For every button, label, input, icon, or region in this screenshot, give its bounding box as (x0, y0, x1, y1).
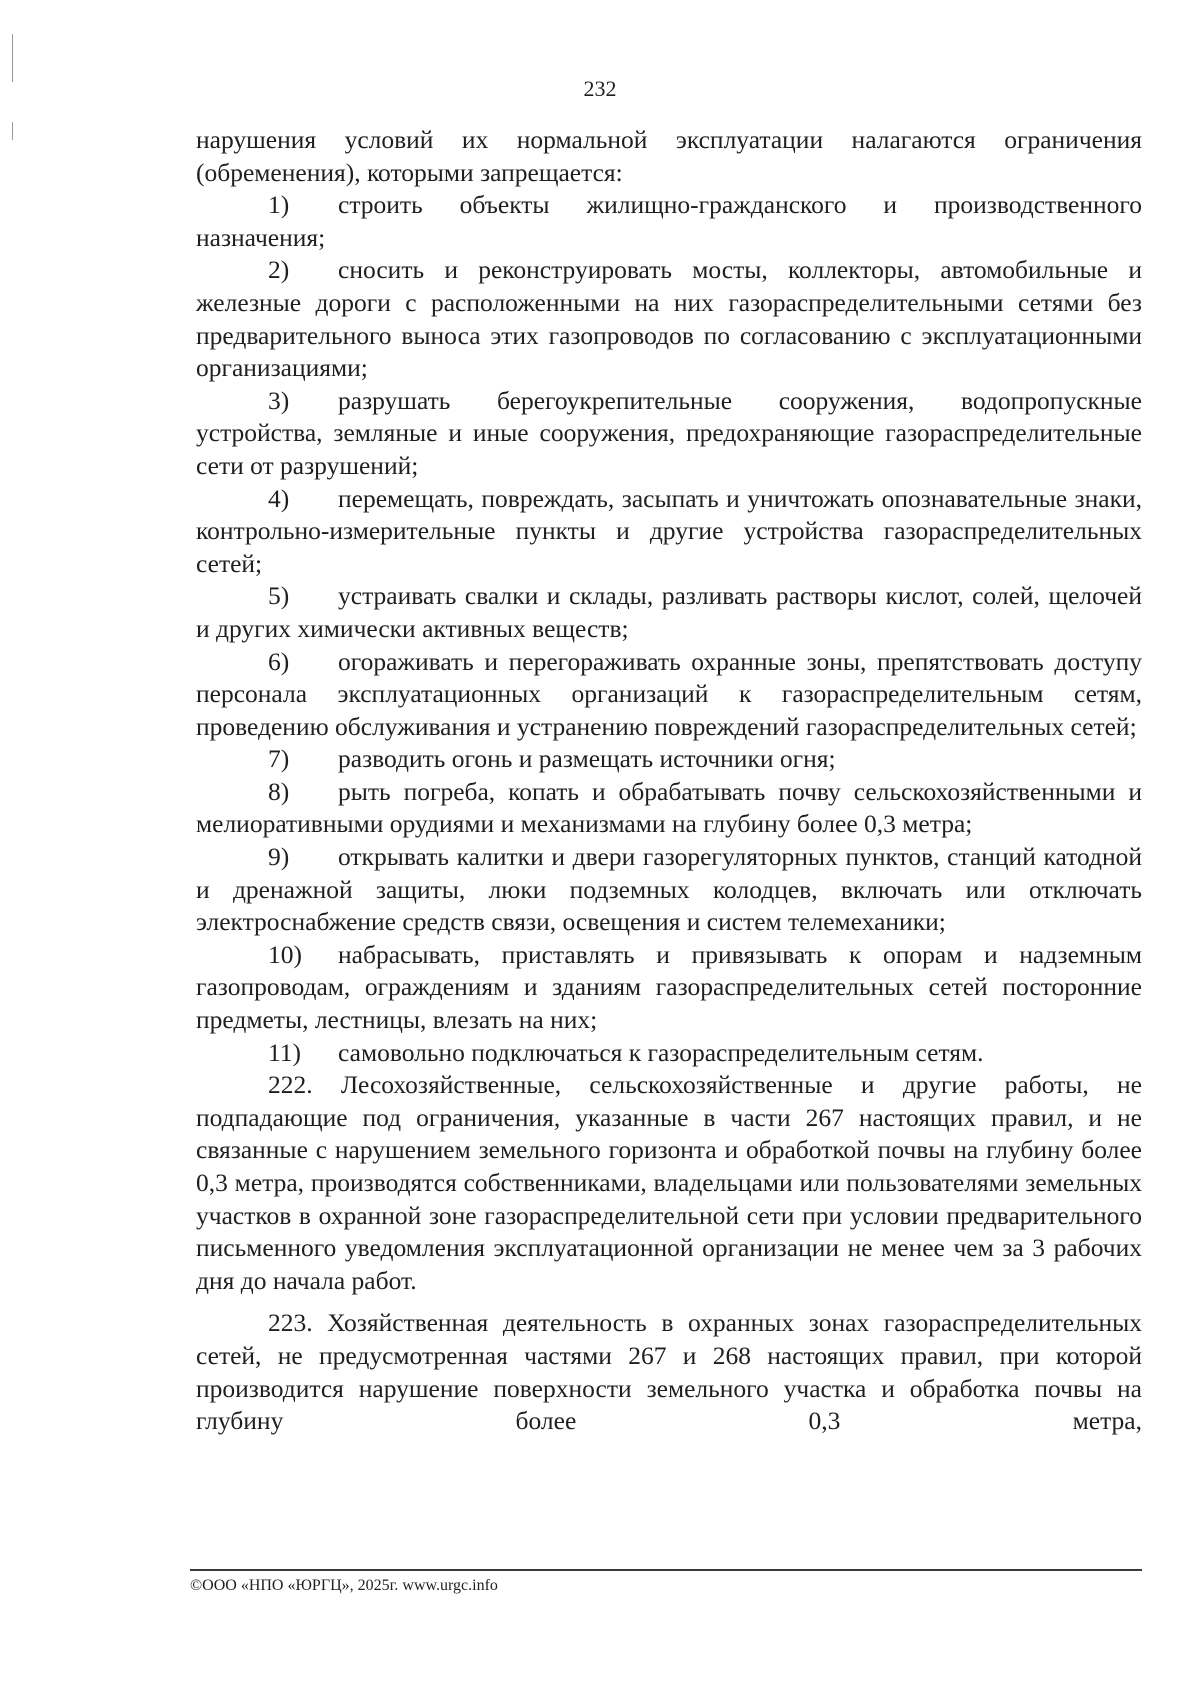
list-item-number: 11) (268, 1037, 302, 1067)
list-item-text: строить объекты жилищно-гражданского и производственного назначения; (196, 190, 1142, 252)
list-item-text: перемещать, повреждать, засыпать и уничтожать опознавательные знаки, контрольно-измерительные пункты и другие устройства газораспределительных сетей; (196, 483, 1142, 578)
list-item (196, 385, 1142, 483)
list-item (196, 776, 1142, 841)
list-item (196, 580, 1142, 645)
list-item-number: 8) (268, 776, 290, 806)
clause-223: 223. Хозяйственная деятельность в охранных зонах газораспределительных сетей, не предусмотренная частями 267 и 268 настоящих правил, при которой производится нарушение поверхности земельного участка и обработка почвы на глубину более 0,3 метра, (196, 1308, 1142, 1436)
list-item-number: 2) (268, 255, 290, 285)
list-item-text: набрасывать, приставлять и привязывать к опорам и надземным газопроводам, ограждениям и зданиям газораспределительных сетей посторонние предметы, лестницы, влезать на них; (196, 939, 1142, 1035)
list-item-number: 6) (268, 646, 290, 676)
scan-edge-mark (12, 34, 13, 82)
scan-edge-mark (12, 122, 13, 140)
list-item-number: 5) (268, 581, 290, 611)
footer-copyright: ©ООО «НПО «ЮРГЦ», 2025г. www.urgc.info (190, 1577, 498, 1594)
list-item-number: 10) (268, 939, 302, 969)
intro-line: нарушения условий их нормальной эксплуатации налагаются ограничения (196, 125, 1142, 154)
list-item-text: огораживать и перегораживать охранные зоны, препятствовать доступу персонала эксплуатационных организаций к газораспределительным сетям, проведению обслуживания и устранению повреждений газораспределительных сетей; (196, 646, 1142, 741)
list-item (196, 254, 1142, 384)
list-item-number: 9) (268, 842, 290, 872)
list-item (196, 1037, 1142, 1070)
list-item (196, 189, 1142, 254)
list-item-text: самовольно подключаться к газораспределительным сетям. (338, 1037, 984, 1067)
list-item-text: разводить огонь и размещать источники огня; (338, 744, 836, 774)
list-item (196, 743, 1142, 776)
list-item-text: сносить и реконструировать мосты, коллекторы, автомобильные и железные дороги с расположенными на них газораспределительными сетями без предварительного выноса этих газопроводов по согласованию с эксплуатационными организациями; (196, 255, 1142, 383)
list-item-number: 7) (268, 744, 290, 774)
intro-line: (обременения), которыми запрещается: (196, 157, 623, 187)
list-item (196, 483, 1142, 581)
list-item (196, 646, 1142, 744)
list-item-text: устраивать свалки и склады, разливать растворы кислот, солей, щелочей и других химически активных веществ; (196, 581, 1142, 643)
list-item-text: открывать калитки и двери газорегуляторных пунктов, станций катодной и дренажной защиты, люки подземных колодцев, включать или отключать электроснабжение средств связи, освещения и систем телемеханики; (196, 842, 1142, 937)
list-item-number: 3) (268, 385, 290, 415)
list-item-text: рыть погреба, копать и обрабатывать почву сельскохозяйственными и мелиоративными орудиями и механизмами на глубину более 0,3 метра; (196, 776, 1142, 839)
list-item-number: 4) (268, 483, 290, 513)
footer-divider (190, 1569, 1142, 1571)
document-body (196, 124, 1142, 1438)
list-item-number: 1) (268, 190, 290, 220)
list-item-text: разрушать берегоукрепительные сооружения, водопропускные устройства, земляные и иные сооружения, предохраняющие газораспределительные сети от разрушений; (196, 385, 1142, 480)
list-item (196, 841, 1142, 939)
page-number: 232 (583, 76, 617, 101)
list-item (196, 939, 1142, 1037)
clause-222: 222. Лесохозяйственные, сельскохозяйственные и другие работы, не подпадающие под ограничения, указанные в части 267 настоящих правил, и не связанные с нарушением земельного горизонта и обработкой почвы на глубину более 0,3 метра, производятся собственниками, владельцами или пользователями земельных участков в охранной зоне газораспределительной сети при условии предварительного письменного уведомления эксплуатационной организации не менее чем за 3 рабочих дня до начала работ. (196, 1070, 1142, 1295)
